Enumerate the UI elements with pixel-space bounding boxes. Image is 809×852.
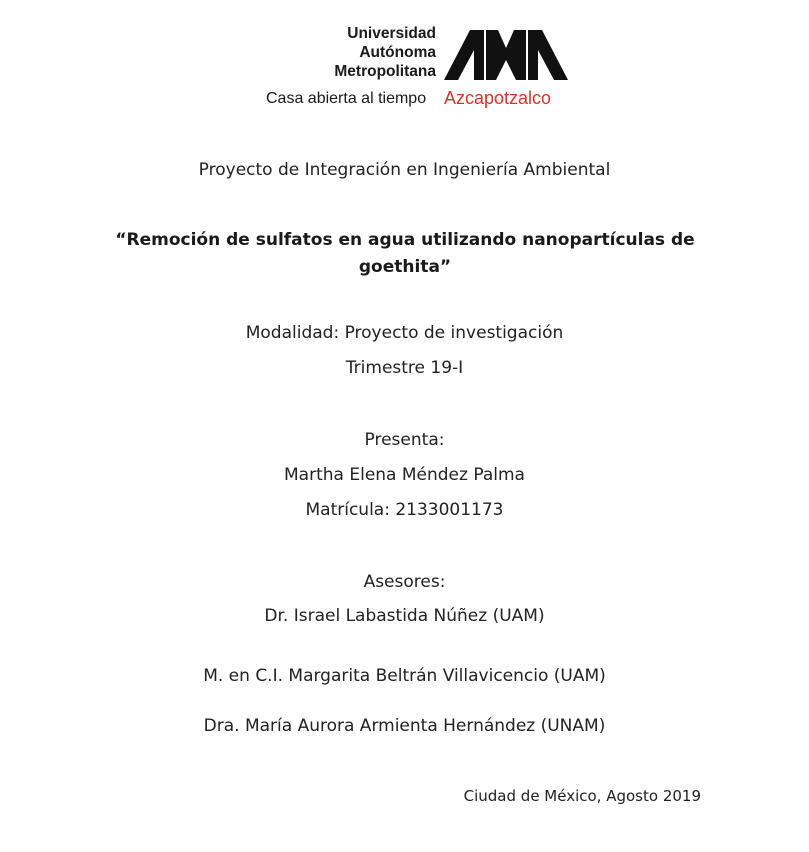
presenter-name: Martha Elena Méndez Palma [284,465,525,485]
advisor-item: Dra. María Aurora Armienta Hernández (UNAM) [203,716,606,736]
logo-tagline: Casa abierta al tiempo [266,90,427,107]
place-date: Ciudad de México, Agosto 2019 [463,787,701,805]
logo-campus: Azcapotzalco [444,88,552,108]
advisor-item: M. en C.I. Margarita Beltrán Villavicencio (UAM) [203,666,606,686]
advisor-item: Dr. Israel Labastida Núñez (UAM) [264,606,545,626]
term: Trimestre 19-I [345,358,464,378]
university-name [318,24,436,81]
university-name-line-3: Metropolitana [334,63,436,80]
university-name-line-1: Universidad [347,25,436,42]
presenter-label: Presenta: [364,430,445,450]
project-type: Proyecto de Integración en Ingeniería Ambiental [198,160,611,180]
presenter-id: Matrícula: 2133001173 [305,500,504,520]
uam-emblem-icon [444,28,568,82]
uam-logo [248,18,584,114]
thesis-title: “Remoción de sulfatos en agua utilizando nanopartículas de goethita” [115,230,695,277]
university-name-line-2: Autónoma [359,44,436,61]
advisors-label: Asesores: [363,572,446,592]
modality: Modalidad: Proyecto de investigación [245,323,564,343]
